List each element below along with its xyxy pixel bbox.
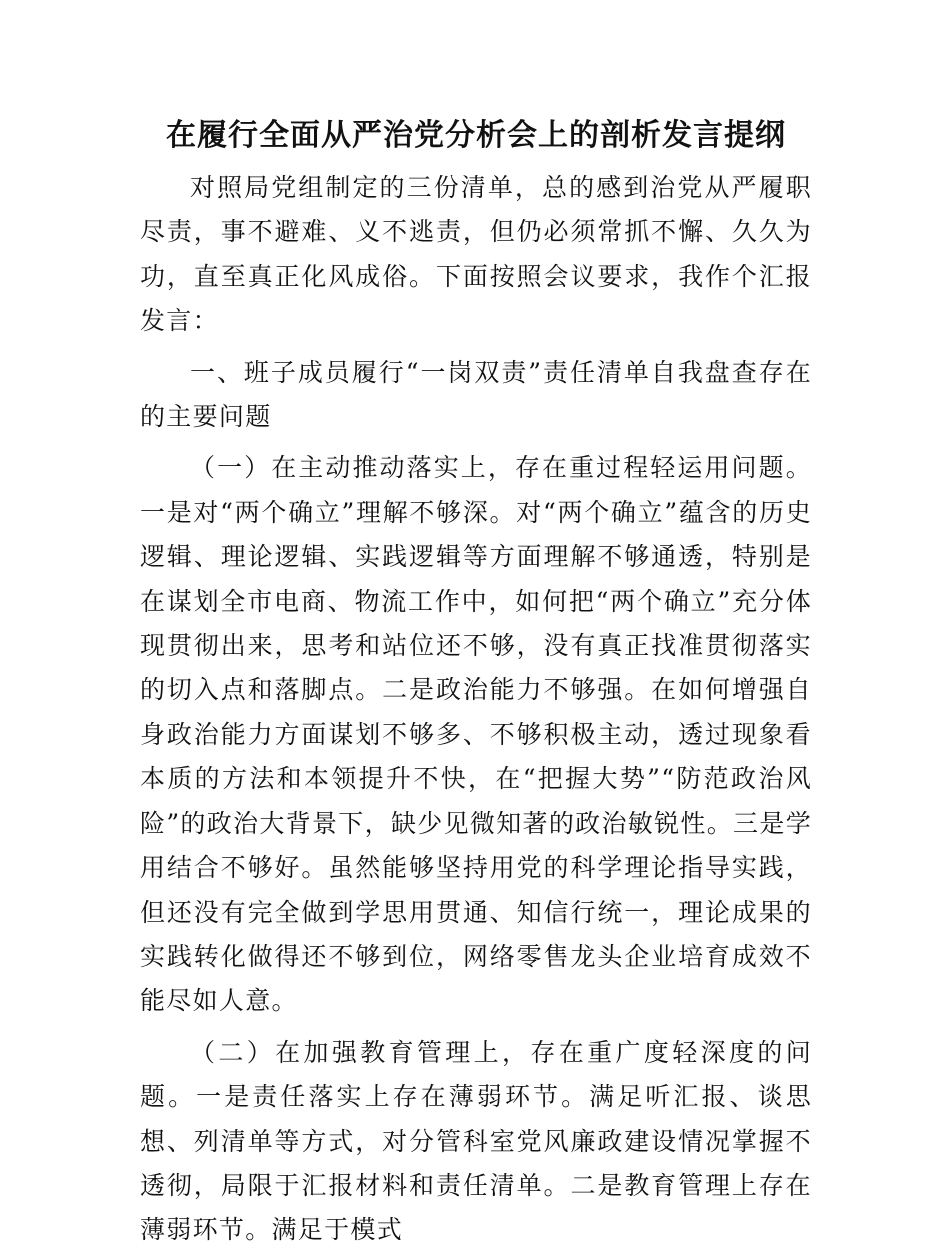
section-heading-one: 一、班子成员履行“一岗双责”责任清单自我盘查存在的主要问题 [140, 357, 812, 432]
paragraph-subsection-two: （二）在加强教育管理上，存在重广度轻深度的问题。一是责任落实上存在薄弱环节。满足听汇报、谈思想、列清单等方式，对分管科室党风廉政建设情况掌握不透彻，局限于汇报材料和责任清单。二是教育管理上存在薄弱环节。满足于模式 [140, 1037, 812, 1245]
paragraph-intro: 对照局党组制定的三份清单，总的感到治党从严履职尽责，事不避难、义不逃责，但仍必须常抓不懈、久久为功，直至真正化风成俗。下面按照会议要求，我作个汇报发言： [140, 173, 812, 336]
paragraph-subsection-one: （一）在主动推动落实上，存在重过程轻运用问题。一是对“两个确立”理解不够深。对“两个确立”蕴含的历史逻辑、理论逻辑、实践逻辑等方面理解不够通透，特别是在谋划全市电商、物流工作中，如何把“两个确立”充分体现贯彻出来，思考和站位还不够，没有真正找准贯彻落实的切入点和落脚点。二是政治能力不够强。在如何增强自身政治能力方面谋划不够多、不够积极主动，透过现象看本质的方法和本领提升不快，在“把握大势”“防范政治风险”的政治大背景下，缺少见微知著的政治敏锐性。三是学用结合不够好。虽然能够坚持用党的科学理论指导实践，但还没有完全做到学思用贯通、知信行统一，理论成果的实践转化做得还不够到位，网络零售龙头企业培育成效不能尽如人意。 [140, 453, 812, 1016]
document-page [140, 108, 812, 1260]
document-title: 在履行全面从严治党分析会上的剖析发言提纲 [166, 118, 786, 153]
